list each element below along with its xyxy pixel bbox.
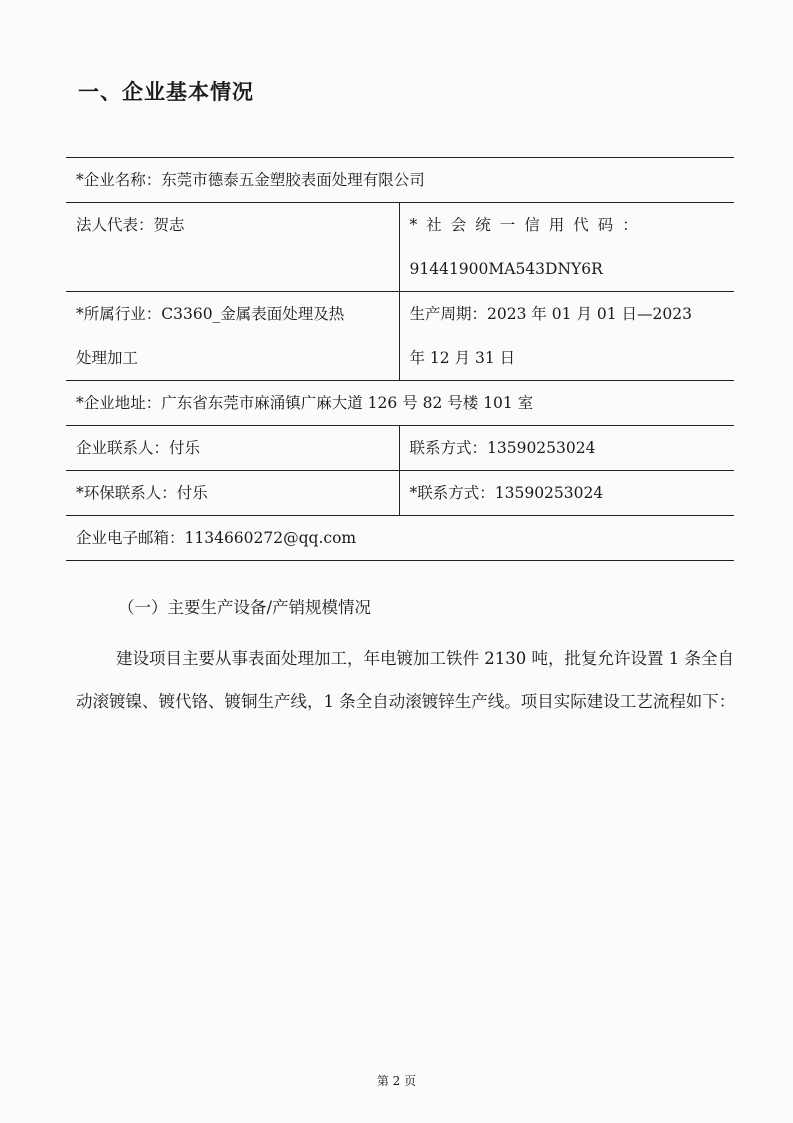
legal-rep-cell [66, 203, 399, 292]
period-cell [399, 292, 734, 381]
email: 企业电子邮箱：1134660272@qq.com [76, 529, 357, 547]
page-number: 第 2 页 [376, 1074, 417, 1088]
industry-line2: 处理加工 [76, 349, 139, 367]
subsection-title: （一）主要生产设备/产销规模情况 [118, 598, 372, 617]
contact-phone-cell [399, 426, 734, 471]
env-contact-phone-cell [399, 471, 734, 516]
contact-person-cell [66, 426, 399, 471]
industry-line1: *所属行业：C3360_金属表面处理及热 [76, 305, 345, 323]
table-row [66, 516, 734, 561]
table-row [66, 292, 734, 381]
table-row [66, 203, 734, 292]
legal-rep: 法人代表：贺志 [76, 216, 185, 234]
env-contact-person: *环保联系人：付乐 [76, 484, 208, 502]
env-contact-person-cell [66, 471, 399, 516]
section-title: 一、企业基本情况 [78, 80, 254, 104]
contact-phone: 联系方式：13590253024 [409, 439, 596, 457]
body-paragraph: 建设项目主要从事表面处理加工，年电镀加工铁件 2130 吨，批复允许设置 1 条全自动滚镀镍、镀代铬、镀铜生产线，1 条全自动滚镀锌生产线。项目实际建设工艺流程如下： [76, 649, 736, 711]
address: *企业地址：广东省东莞市麻涌镇广麻大道 126 号 82 号楼 101 室 [76, 394, 534, 412]
company-name-cell [66, 158, 734, 203]
company-name: *企业名称：东莞市德泰五金塑胶表面处理有限公司 [76, 171, 425, 189]
credit-code-label: *社会统一信用代码： [409, 216, 647, 234]
address-cell [66, 381, 734, 426]
company-info-table [66, 157, 734, 561]
period-line2: 年 12 月 31 日 [409, 349, 516, 367]
credit-code-cell [399, 203, 734, 292]
table-row [66, 381, 734, 426]
table-row [66, 471, 734, 516]
contact-person: 企业联系人：付乐 [76, 439, 201, 457]
env-contact-phone: *联系方式：13590253024 [409, 484, 604, 502]
table-row [66, 426, 734, 471]
table-row [66, 158, 734, 203]
email-cell [66, 516, 734, 561]
period-line1: 生产周期：2023 年 01 月 01 日—2023 [409, 305, 692, 323]
industry-cell [66, 292, 399, 381]
credit-code-value: 91441900MA543DNY6R [409, 260, 603, 278]
